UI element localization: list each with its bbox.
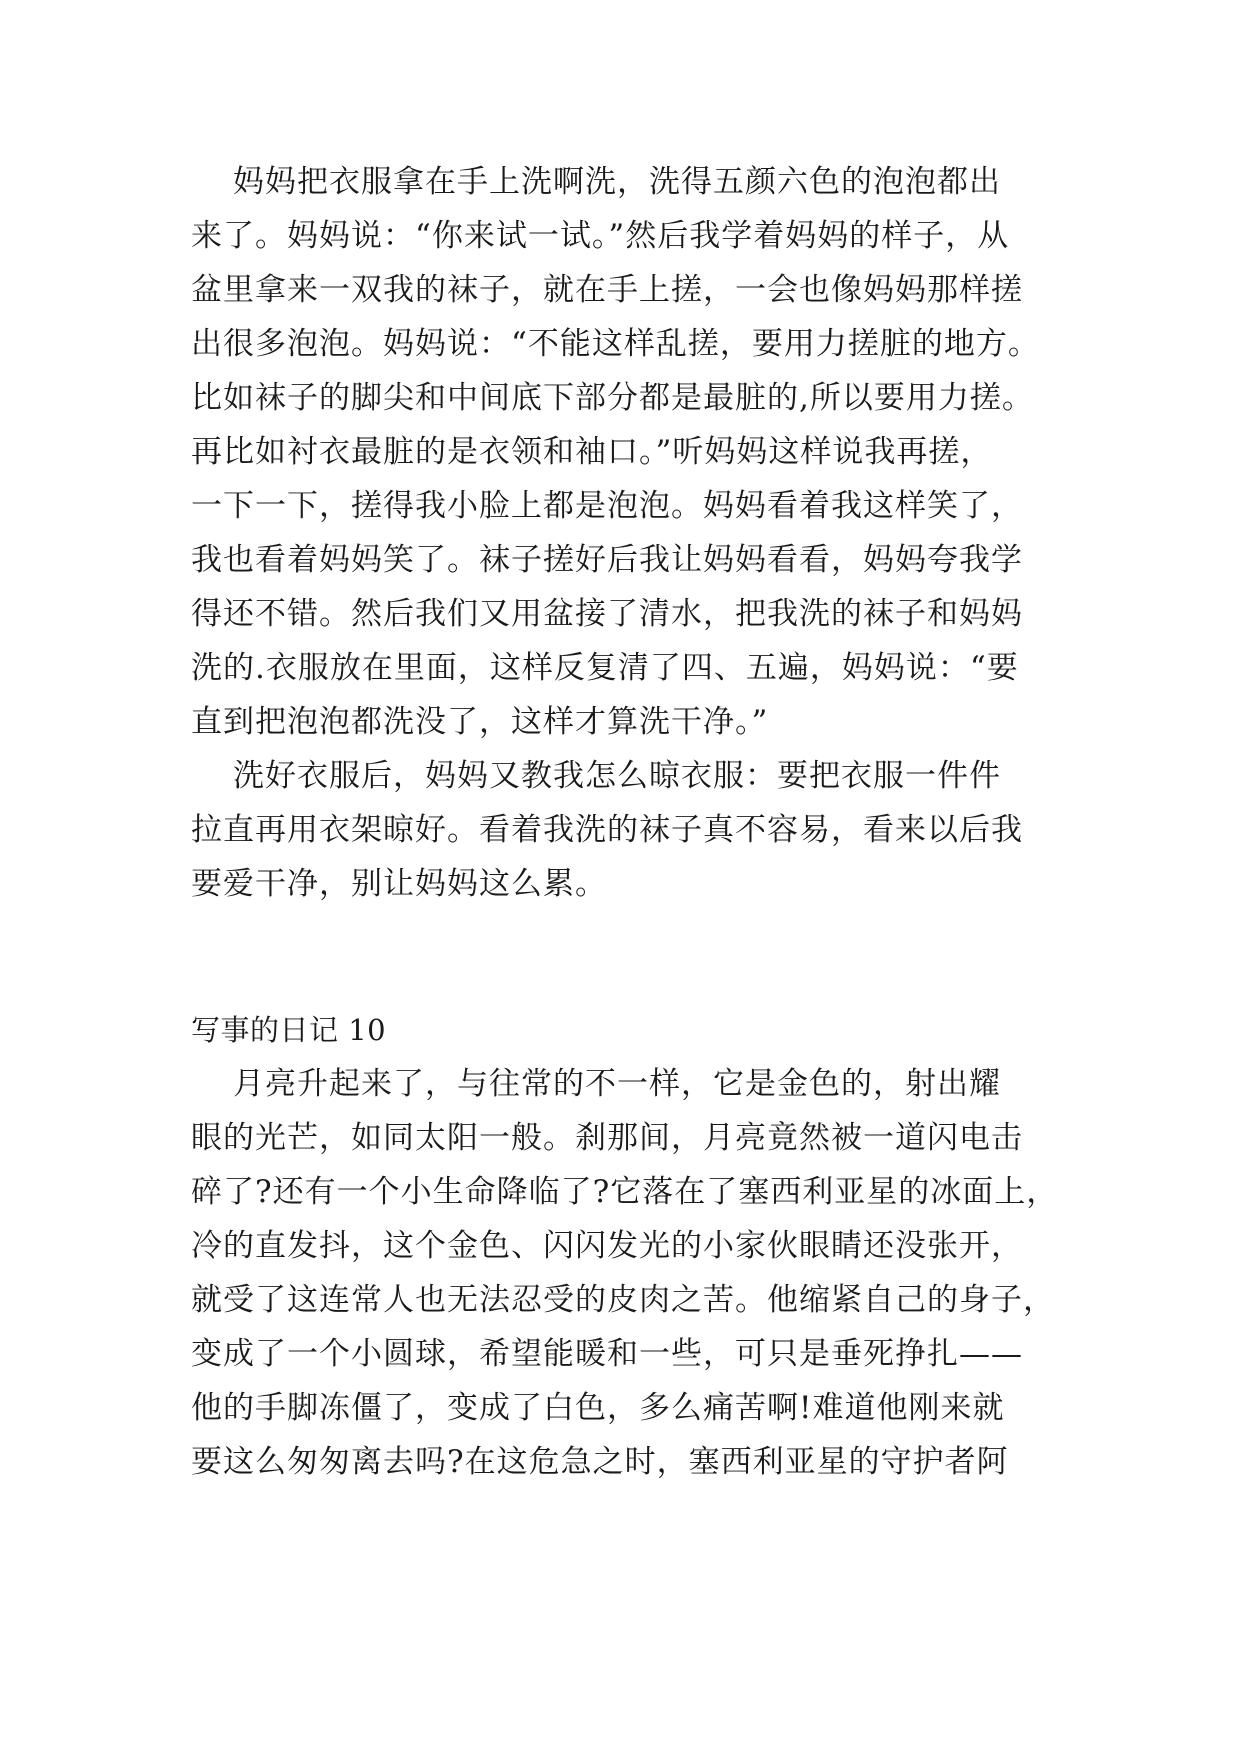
paragraph-line: 要爱干净，别让妈妈这么累。	[191, 866, 607, 902]
paragraph-line: 拉直再用衣架晾好。看着我洗的袜子真不容易，看来以后我	[191, 812, 1023, 848]
paragraph-line: 一下一下，搓得我小脸上都是泡泡。妈妈看着我这样笑了，	[191, 488, 1023, 524]
section-heading: 写事的日记 10	[191, 1013, 387, 1047]
paragraph-line: 眼的光芒，如同太阳一般。刹那间，月亮竟然被一道闪电击	[191, 1120, 1023, 1156]
paragraph-line: 冷的直发抖，这个金色、闪闪发光的小家伙眼睛还没张开，	[191, 1228, 1023, 1264]
paragraph-line: 洗的.衣服放在里面，这样反复清了四、五遍，妈妈说：“要	[191, 650, 1019, 686]
paragraph-line: 再比如衬衣最脏的是衣领和袖口。”听妈妈这样说我再搓，	[191, 434, 993, 470]
paragraph-line: 变成了一个小圆球，希望能暖和一些，可只是垂死挣扎——	[191, 1336, 1023, 1372]
paragraph-line: 妈妈把衣服拿在手上洗啊洗，洗得五颜六色的泡泡都出	[233, 164, 1001, 200]
paragraph-line: 得还不错。然后我们又用盆接了清水，把我洗的袜子和妈妈	[191, 596, 1023, 632]
paragraph-line: 就受了这连常人也无法忍受的皮肉之苦。他缩紧自己的身子，	[191, 1282, 1055, 1318]
paragraph-line: 月亮升起来了，与往常的不一样，它是金色的，射出耀	[233, 1066, 1001, 1102]
paragraph-line: 碎了?还有一个小生命降临了?它落在了塞西利亚星的冰面上，	[191, 1174, 1059, 1210]
paragraph-line: 我也看着妈妈笑了。袜子搓好后我让妈妈看看，妈妈夸我学	[191, 542, 1023, 578]
paragraph-line: 出很多泡泡。妈妈说：“不能这样乱搓，要用力搓脏的地方。	[191, 326, 1040, 362]
paragraph-line: 洗好衣服后，妈妈又教我怎么晾衣服：要把衣服一件件	[233, 758, 1001, 794]
paragraph-line: 要这么匆匆离去吗?在这危急之时，塞西利亚星的守护者阿	[191, 1444, 1009, 1480]
paragraph-line: 他的手脚冻僵了，变成了白色，多么痛苦啊!难道他刚来就	[191, 1390, 1005, 1426]
paragraph-line: 盆里拿来一双我的袜子，就在手上搓，一会也像妈妈那样搓	[191, 272, 1023, 308]
paragraph-line: 比如袜子的脚尖和中间底下部分都是最脏的,所以要用力搓。	[191, 380, 1034, 416]
paragraph-line: 直到把泡泡都洗没了，这样才算洗干净。”	[191, 704, 769, 740]
paragraph-line: 来了。妈妈说：“你来试一试。”然后我学着妈妈的样子，从	[191, 218, 1010, 254]
